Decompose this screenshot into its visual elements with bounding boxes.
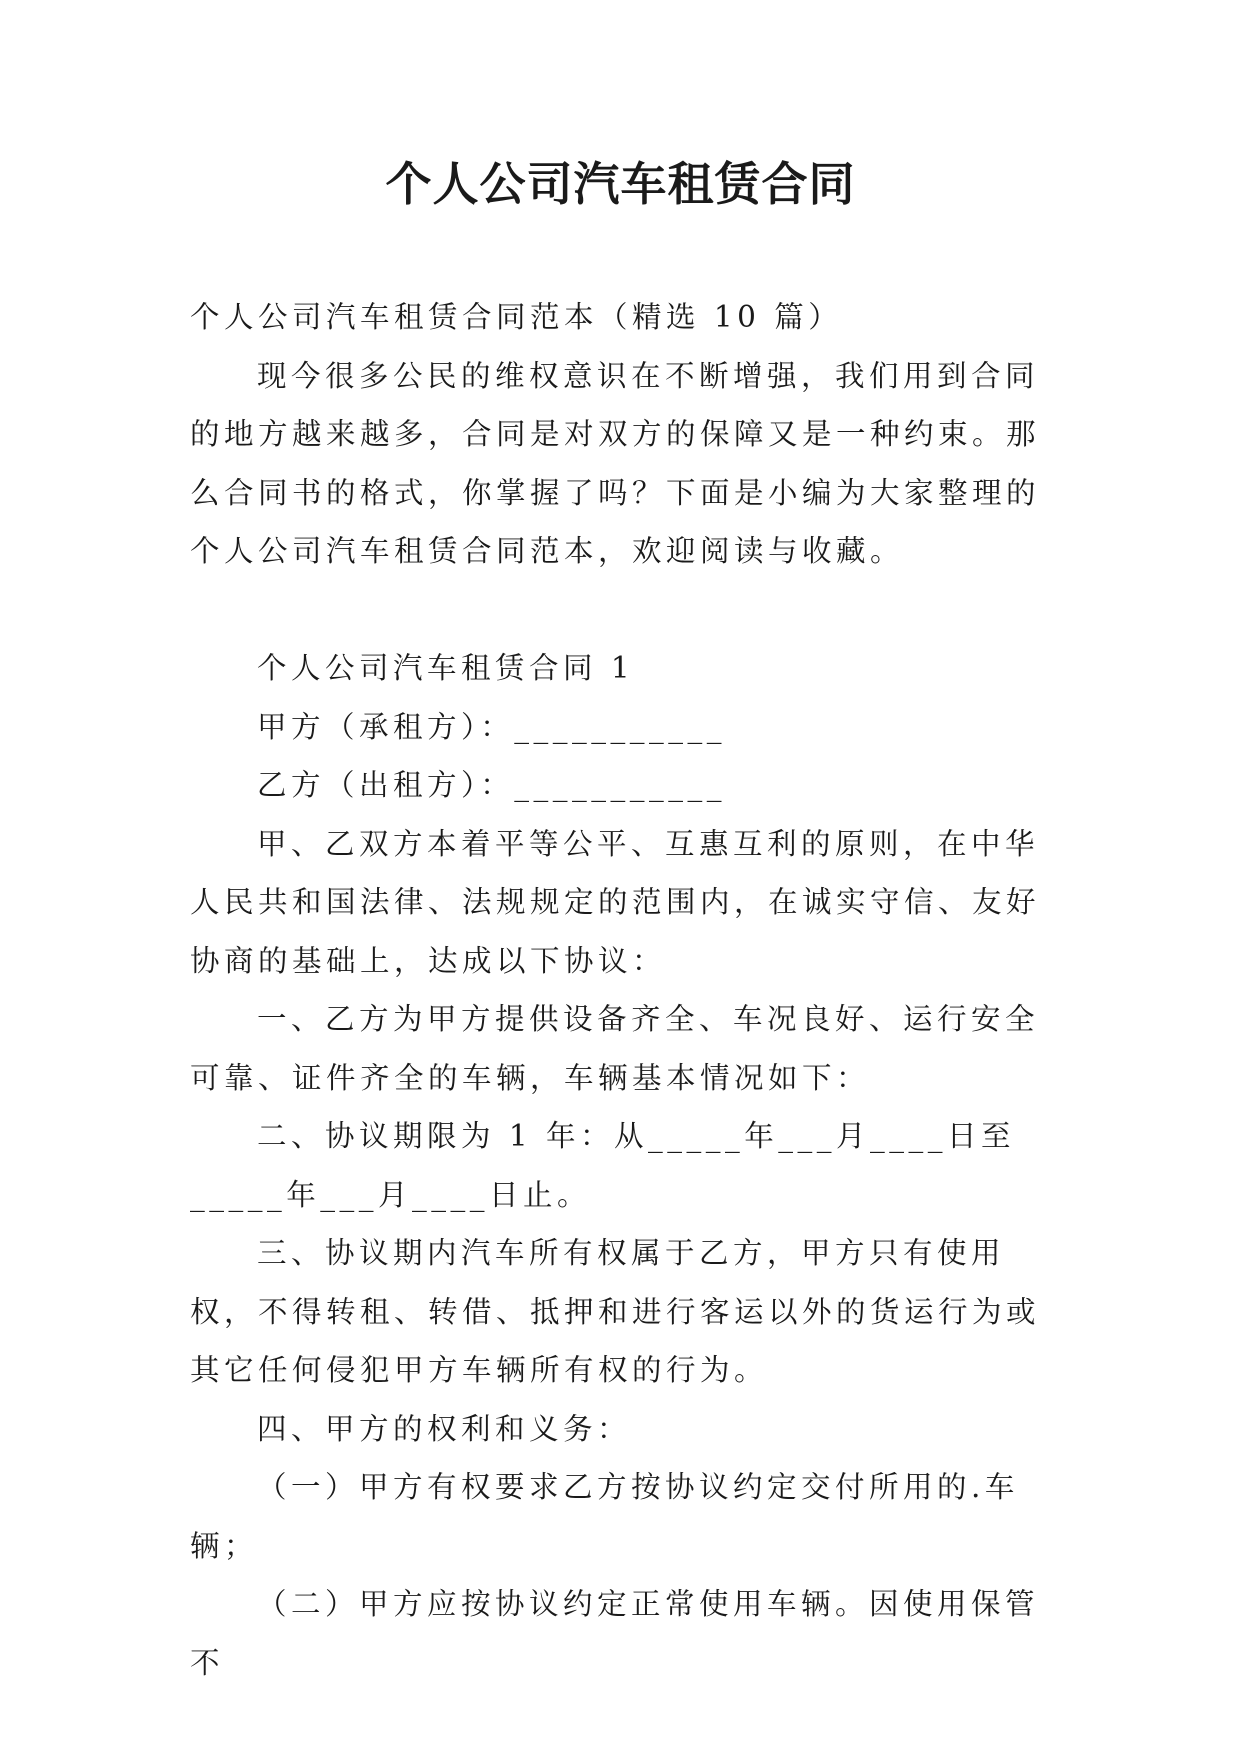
contract-heading: 个人公司汽车租赁合同 1	[257, 651, 635, 685]
clause-4: 四、甲方的权利和义务：	[257, 1411, 632, 1446]
clause-2: 二、协议期限为 1 年：从_____年___月____日至_____年___月____日止。	[190, 1119, 1016, 1212]
paragraph-spacer	[190, 581, 1060, 640]
party-b-line: 乙方（出租方）：___________	[257, 768, 727, 802]
clause-4-item-1: （一）甲方有权要求乙方按协议约定交付所用的.车辆；	[190, 1470, 1019, 1563]
party-a-line: 甲方（承租方）：___________	[257, 709, 727, 744]
document-body	[190, 288, 1060, 1692]
clause-1: 一、乙方为甲方提供设备齐全、车况良好、运行安全可靠、证件齐全的车辆，车辆基本情况如下：	[190, 1002, 1040, 1095]
clause-4-item-2: （二）甲方应按协议约定正常使用车辆。因使用保管不	[190, 1587, 1040, 1680]
intro-paragraph: 现今很多公民的维权意识在不断增强，我们用到合同的地方越来越多，合同是对双方的保障又是一种约束。那么合同书的格式，你掌握了吗？下面是小编为大家整理的个人公司汽车租赁合同范本，欢迎阅读与收藏。	[190, 358, 1041, 568]
document-title: 个人公司汽车租赁合同	[385, 157, 856, 211]
clause-3: 三、协议期内汽车所有权属于乙方，甲方只有使用权，不得转租、转借、抵押和进行客运以外的货运行为或其它任何侵犯甲方车辆所有权的行为。	[190, 1236, 1041, 1387]
preamble-paragraph: 甲、乙双方本着平等公平、互惠互利的原则，在中华人民共和国法律、法规规定的范围内，在诚实守信、友好协商的基础上，达成以下协议：	[190, 826, 1041, 978]
subtitle: 个人公司汽车租赁合同范本（精选 10 篇）	[190, 300, 843, 334]
